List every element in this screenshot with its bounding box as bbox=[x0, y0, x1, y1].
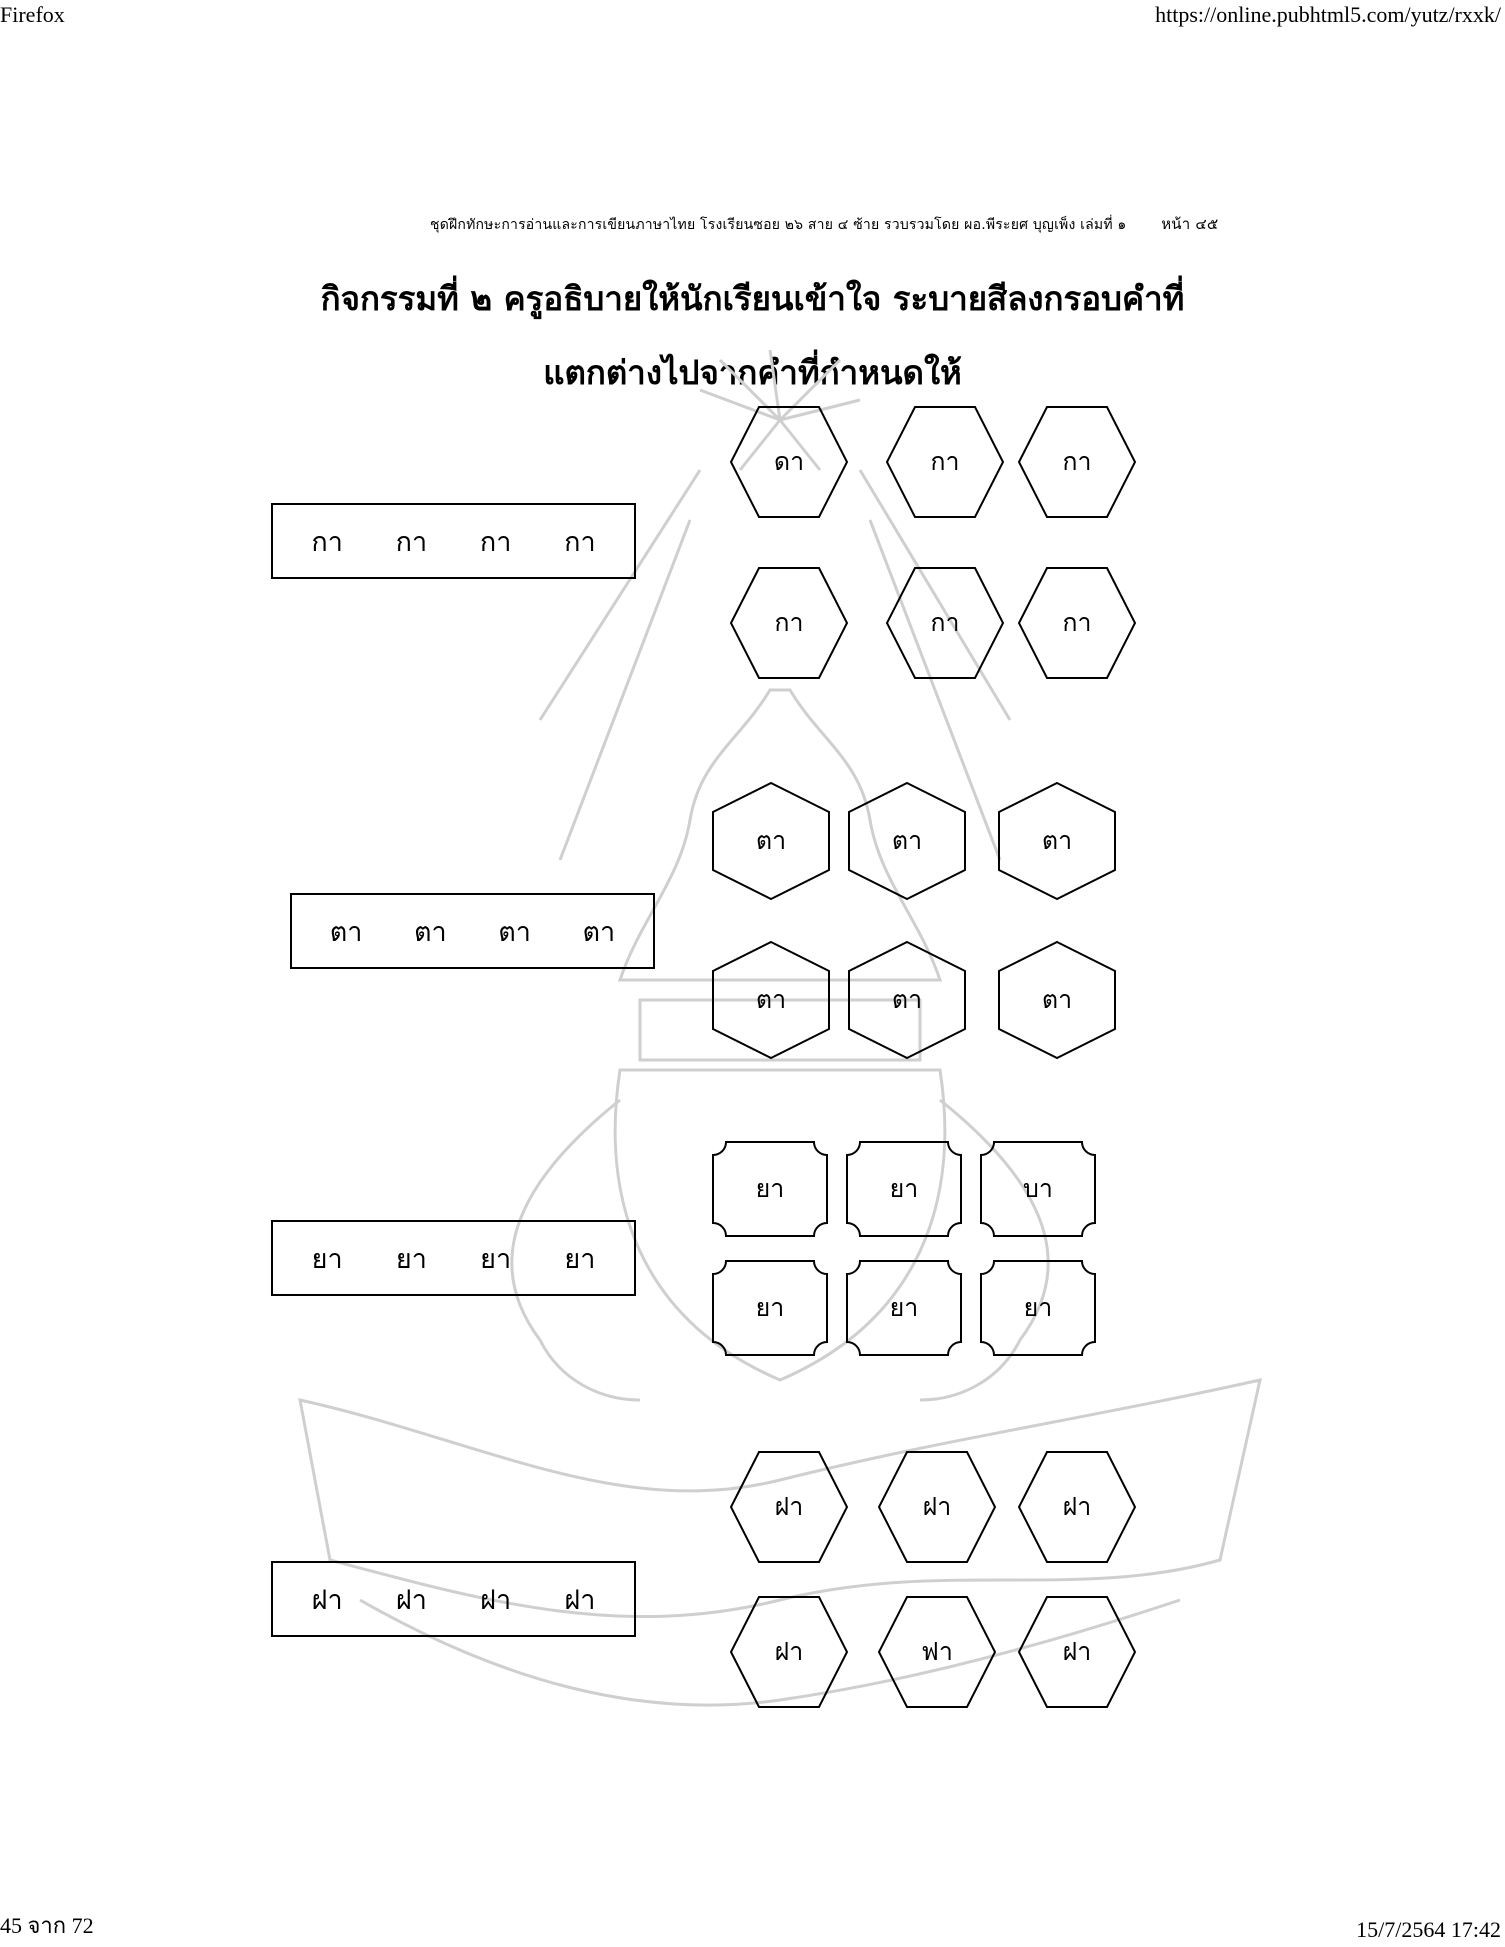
choice-word: ดา bbox=[773, 447, 805, 476]
choice-hexagon[interactable] bbox=[1018, 1451, 1136, 1563]
choice-hexagon[interactable] bbox=[730, 567, 848, 679]
choice-hexagon[interactable] bbox=[878, 1451, 996, 1563]
choice-notched-box[interactable] bbox=[980, 1260, 1096, 1356]
choice-word: กา bbox=[774, 608, 804, 637]
given-word: ฝา bbox=[564, 1584, 596, 1616]
choice-hexagon[interactable] bbox=[1018, 406, 1136, 518]
given-word: ฝา bbox=[311, 1584, 343, 1616]
choice-word: ยา bbox=[889, 1293, 919, 1322]
choice-word: ยา bbox=[889, 1174, 919, 1203]
choice-word: ฟา bbox=[921, 1637, 953, 1666]
print-timestamp: 15/7/2564 17:42 bbox=[1356, 1917, 1501, 1942]
given-word: ตา bbox=[582, 916, 616, 948]
choice-word: บา bbox=[1023, 1174, 1053, 1203]
choice-notched-box[interactable] bbox=[846, 1260, 962, 1356]
choice-word: ตา bbox=[891, 826, 923, 855]
given-word: ยา bbox=[395, 1243, 427, 1275]
choice-word: กา bbox=[930, 608, 960, 637]
activity-title-line-2: แตกต่างไปจากคำที่กำหนดให้ bbox=[543, 353, 962, 392]
choice-hexagon[interactable] bbox=[712, 782, 830, 900]
choice-word: ตา bbox=[755, 985, 787, 1014]
choice-word: ตา bbox=[891, 985, 923, 1014]
book-header bbox=[430, 212, 1290, 236]
choice-word: กา bbox=[930, 447, 960, 476]
choice-hexagon[interactable] bbox=[886, 567, 1004, 679]
given-word: กา bbox=[395, 526, 428, 558]
given-word: ตา bbox=[498, 916, 531, 948]
given-words-box-3 bbox=[271, 1220, 636, 1296]
choice-hexagon[interactable] bbox=[730, 1451, 848, 1563]
given-words-box-2 bbox=[290, 893, 655, 969]
given-word: ตา bbox=[329, 916, 363, 948]
choice-word: กา bbox=[1062, 608, 1092, 637]
choice-hexagon[interactable] bbox=[712, 941, 830, 1059]
choice-hexagon[interactable] bbox=[730, 1596, 848, 1708]
choice-notched-box[interactable] bbox=[712, 1260, 828, 1356]
given-word: กา bbox=[479, 526, 512, 558]
page-counter: 45 จาก 72 bbox=[0, 1913, 94, 1938]
given-word: ยา bbox=[480, 1243, 512, 1275]
given-word: ยา bbox=[564, 1243, 596, 1275]
print-header bbox=[0, 0, 1505, 30]
given-words-box-1 bbox=[271, 503, 636, 579]
choice-word: ตา bbox=[1041, 985, 1073, 1014]
choice-word: ฝา bbox=[922, 1492, 952, 1521]
given-word: ฝา bbox=[395, 1584, 427, 1616]
given-word: กา bbox=[311, 526, 343, 558]
choice-word: ฝา bbox=[1062, 1492, 1092, 1521]
choice-word: ฝา bbox=[774, 1637, 804, 1666]
page-url[interactable]: https://online.pubhtml5.com/yutz/rxxk/ bbox=[1155, 2, 1501, 27]
book-header-text: ชุดฝึกทักษะการอ่านและการเขียนภาษาไทย โรงเรียนซอย ๒๖ สาย ๔ ซ้าย รวบรวมโดย ผอ.พีระยศ บุญเพ็ง เล่มที่ ๑ bbox=[430, 217, 1127, 233]
choice-hexagon[interactable] bbox=[1018, 1596, 1136, 1708]
choice-word: ฝา bbox=[1062, 1637, 1092, 1666]
activity-title-line-1: กิจกรรมที่ ๒ ครูอธิบายให้นักเรียนเข้าใจ ระบายสีลงกรอบคำที่ bbox=[320, 279, 1185, 318]
choice-hexagon[interactable] bbox=[1018, 567, 1136, 679]
choice-notched-box[interactable] bbox=[846, 1141, 962, 1237]
choice-hexagon[interactable] bbox=[848, 782, 966, 900]
choice-hexagon[interactable] bbox=[848, 941, 966, 1059]
choice-hexagon[interactable] bbox=[998, 941, 1116, 1059]
choice-word: ฝา bbox=[774, 1492, 804, 1521]
choice-hexagon[interactable] bbox=[886, 406, 1004, 518]
book-page-number: หน้า ๔๕ bbox=[1161, 215, 1219, 233]
choice-hexagon[interactable] bbox=[730, 406, 848, 518]
given-word: กา bbox=[564, 526, 596, 558]
choice-word: ยา bbox=[1023, 1293, 1053, 1322]
choice-word: ตา bbox=[755, 826, 787, 855]
browser-app-name: Firefox bbox=[0, 2, 65, 27]
choice-hexagon[interactable] bbox=[998, 782, 1116, 900]
given-word: ฝา bbox=[480, 1584, 512, 1616]
given-word: ยา bbox=[311, 1243, 343, 1275]
choice-word: ตา bbox=[1041, 826, 1073, 855]
choice-hexagon[interactable] bbox=[878, 1596, 996, 1708]
choice-notched-box[interactable] bbox=[712, 1141, 828, 1237]
choice-word: ยา bbox=[755, 1174, 785, 1203]
given-words-box-4 bbox=[271, 1561, 636, 1637]
print-footer bbox=[0, 1913, 1505, 1947]
given-word: ตา bbox=[414, 916, 447, 948]
choice-word: กา bbox=[1062, 447, 1092, 476]
choice-word: ยา bbox=[755, 1293, 785, 1322]
choice-notched-box[interactable] bbox=[980, 1141, 1096, 1237]
